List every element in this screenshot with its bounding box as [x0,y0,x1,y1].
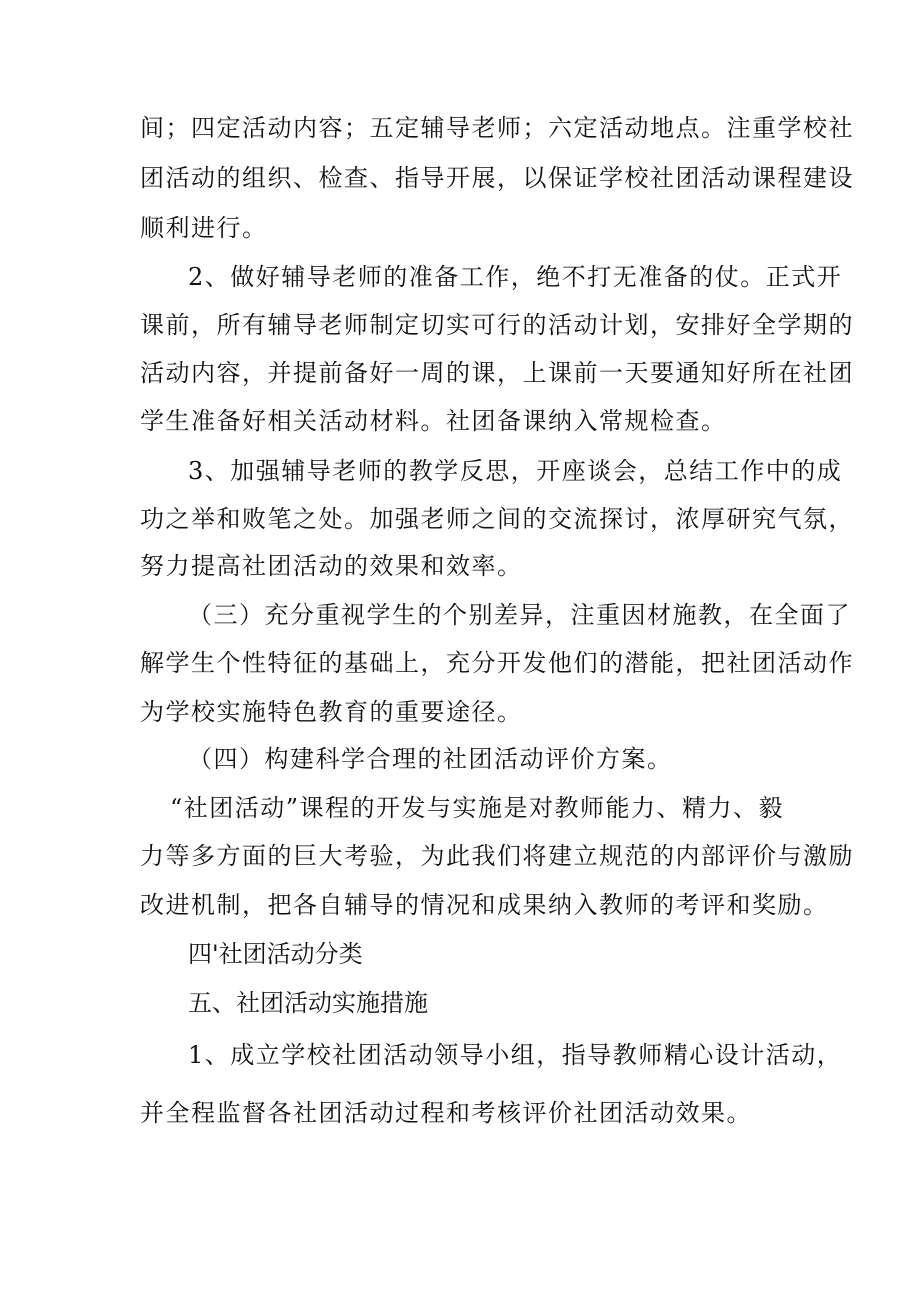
paragraph-line: 功之举和败笔之处。加强老师之间的交流探讨，浓厚研究气氛， [140,505,854,533]
paragraph-line: 学生准备好相关活动材料。社团备课纳入常规检查。 [140,407,727,435]
paragraph-line: 团活动的组织、检查、指导开展，以保证学校社团活动课程建设 [140,164,854,192]
paragraph-line: 力等多方面的巨大考验，为此我们将建立规范的内部评价与激励 [140,842,854,870]
paragraph-line: 为学校实施特色教育的重要途径。 [140,698,523,726]
section-heading: 五、社团活动实施措施 [188,989,428,1017]
paragraph-line: （四）构建科学合理的社团活动评价方案。 [188,745,673,773]
paragraph-line: 改进机制，把各自辅导的情况和成果纳入教师的考评和奖励。 [140,891,829,919]
paragraph-line: “社团活动”课程的开发与实施是对教师能力、精力、毅 [170,794,785,822]
paragraph-line: 3、加强辅导老师的教学反思，开座谈会，总结工作中的成 [188,457,843,485]
paragraph-line: 活动内容，并提前备好一周的课，上课前一天要通知好所在社团 [140,359,854,387]
paragraph-line: 顺利进行。 [140,214,268,242]
paragraph-line: 课前，所有辅导老师制定切实可行的活动计划，安排好全学期的 [140,311,854,339]
paragraph-line: 并全程监督各社团活动过程和考核评价社团活动效果。 [140,1099,752,1127]
paragraph-line: 解学生个性特征的基础上，充分开发他们的潜能，把社团活动作 [140,649,854,677]
paragraph-line: 努力提高社团活动的效果和效率。 [140,552,523,580]
paragraph-line: 间；四定活动内容；五定辅导老师；六定活动地点。注重学校社 [140,114,854,142]
paragraph-line: 2、做好辅导老师的准备工作，绝不打无准备的仗。正式开 [188,263,843,291]
paragraph-line: 1、成立学校社团活动领导小组，指导教师精心设计活动， [188,1041,843,1069]
section-heading: 四'社团活动分类 [188,940,363,968]
paragraph-line: （三）充分重视学生的个别差异，注重因材施教，在全面了 [188,601,851,629]
